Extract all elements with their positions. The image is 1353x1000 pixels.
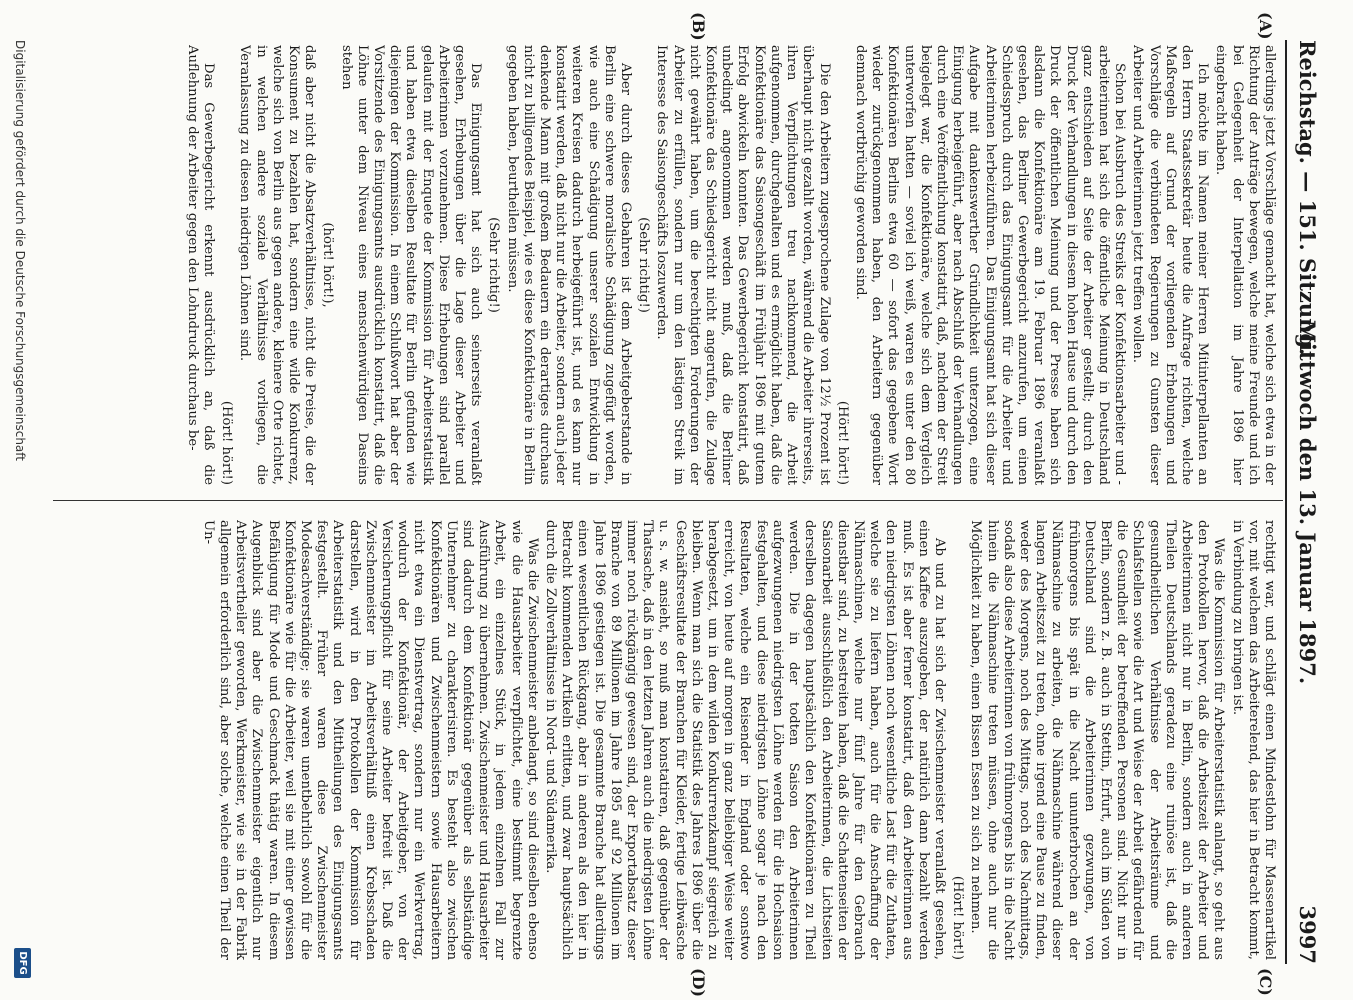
paragraph: Aber durch dieses Gebahren ist dem Arbeitgeberstande in Berlin eine schwere moralische Schädigung zugefügt worden, wie auch eine Schädigung unserer sozialen Entwicklung in weiteren Kreisen dadurch herbeigeführt ist, und es kann nur konstatirt werden, daß nicht nur die Arbeiter, sondern auch jeder denkende Mann mit großem Bedauern ein derartiges durchaus nicht zu billigendes Beispiel, wie es diese Konfektionäre in Berlin gegeben haben, beurtheilen müssen. [504, 45, 634, 485]
interjection: (Hört! hört!) [950, 875, 966, 960]
dfg-logo: DFG [14, 948, 31, 978]
interjection: (Hört! hört!) [219, 400, 235, 485]
margin-letter-c: (C) [1256, 968, 1275, 996]
paragraph: Die den Arbeitern zugesprochene Zulage von 12½ Prozent ist überhaupt nicht gezahlt worden, während die Arbeiter ihrerseits, ihren Verpflichtungen treu nachkommend, die Arbeit aufgenommen, durchgehalten und es ermöglicht haben, daß die Konfektionäre das Saisongeschäft im Frühjahr 1896 mit gutem Erfolg abwickeln konnten. Das Gewerbegericht konstatirt, daß unbedingt angenommen werden muß, daß die Berliner Konfektionäre das Schiedsgericht nicht angerufen, die Zulage nicht gewährt haben, um die berechtigten Forderungen der Arbeiter zu erfüllen, sondern nur um den lästigen Streik im Interesse des Saisongeschäfts loszuwerden. [654, 45, 832, 485]
interjection: (Sehr richtig!) [636, 217, 652, 313]
paragraph: daß aber nicht die Absatzverhältnisse, nicht die Preise, die der Konsument zu bezahlen hat, sondern eine wilde Konkurrenz, welche sich von Berlin aus gegen andere, kleinere Orte richtet, in welchen andere soziale Verhältnisse vorliegen, die Veranlassung zu diesen niedrigen Löhnen sind. [237, 45, 318, 485]
paragraph: Was die Kommission für Arbeiterstatistik anlangt, so geht aus den Protokollen hervor, daß die Arbeitszeit der Arbeiter und Arbeiterinnen nicht nur in Berlin, sondern auch in anderen Theilen Deutschlands geradezu eine ruinöse ist, daß die gesundheitlichen Verhältnisse der Arbeitsräume und Schlafstellen sowie die Art und Weise der Arbeit gefährdend für die Gesundheit der betreffenden Personen sind. Nicht nur in Berlin, sondern z. B. auch in Stettin, Erfurt, auch im Süden von Deutschland sind die Arbeiterinnen gezwungen, von frühmorgens bis spät in die Nacht ununterbrochen an der Nähmaschine zu arbeiten, die Nähmaschine während dieser langen Arbeitszeit zu treten, ohne irgend eine Pause zu finden, weder des Morgens, noch des Mittags, noch des Nachmittags, sodaß also diese Arbeiterinnen von frühmorgens bis in die Nacht hinein die Nähmaschine treten müssen, ohne auch nur die Möglichkeit zu haben, einen Bissen Essen zu sich zu nehmen. [968, 520, 1227, 960]
paragraph: Schon bei Ausbruch des Streiks der Konfektionsarbeiter und -arbeiterinnen hat sich die öffentliche Meinung in Deutschland ganz entschieden auf Seite der Arbeiter gestellt; durch den Druck der Verhandlungen in diesem hohen Hause und durch den Druck der öffentlichen Meinung und der Presse haben sich alsdann die Konfektionäre am 19. Februar 1896 veranlaßt gesehen, das Berliner Gewerbegericht anzurufen, um einen Schiedsspruch durch das Einigungsamt für die Arbeiter und Arbeiterinnen herbeizuführen. Das Einigungsamt hat sich dieser Aufgabe mit dankenswerther Gründlichkeit unterzogen, eine Einigung herbeigeführt, aber nach Abschluß der Verhandlungen durch eine Veröffentlichung konstatirt, daß, nachdem der Streit beigelegt war, die Konfektionäre, welche sich dem Vergleich unterworfen hatten — soviel ich weiß, waren es unter den 80 Konfektionären Berlins etwa 60 — sofort das gegebene Wort wieder zurückgenommen haben, den Arbeitern gegenüber demnach wortbrüchig geworden sind. [852, 45, 1128, 485]
margin-letter-b: (B) [689, 12, 708, 41]
paragraph: rechtigt war, und schlägt einen Mindestlohn für Massenartikel vor, mit welchem das Arbeiterelend, das hier in Betracht kommt, in Verbindung zu bringen ist. [1229, 520, 1277, 960]
paragraph: Ab und zu hat sich der Zwischenmeister veranlaßt gesehen, einen Kaffee auszugeben, der natürlich dann bezahlt werden muß. Es ist aber ferner konstatirt, daß den Arbeiterinnen aus den niedrigsten Löhnen noch wesentliche Last für die Zuthaten, welche sie zu liefern haben, auch für die Anschaffung der Nähmaschinen, welche nur fünf Jahre für den Gebrauch dienstbar sind, zu bestreiten haben, daß die Schattenseiten der Saisonarbeit ausschließlich den Arbeiterinnen, die Lichtseiten derselben dagegen hauptsächlich den Konfektionären zu Theil werden. Die in der todten Saison den Arbeiterinnen aufgezwungenen niedrigsten Löhne werden für die Hochsaison festgehalten, und diese niedrigsten Löhne sogar je nach den Resultaten, welche ein Reisender in England oder sonstwo erreicht, von heute auf morgen in ganz beliebiger Weise weiter herabgesetzt, um in dem wilden Konkurrenzkampf siegreich zu bleiben. Wenn man sich die Statistik des Jahres 1896 über die Geschäftsresultate der Branchen für Kleider, fertige Leibwäsche u. s. w. ansieht, so muß man konstatiren, daß gegenüber der Thatsache, daß in den letzten Jahren auch die niedrigsten Löhne immer noch rückgängig gewesen sind, der Exportabsatz dieser Branche von 89 Millionen im Jahre 1895 auf 92 Millionen im Jahre 1896 gestiegen ist. Die gesammte Branche hat allerdings einen wesentlichen Rückgang, aber in anderen als den hier in Betracht kommenden Artikeln erlitten, und zwar hauptsächlich durch die Zollverhältnisse in Nord- und Südamerika. [543, 520, 947, 960]
interjection: (Sehr richtig!) [486, 217, 502, 313]
paragraph: allerdings jetzt Vorschläge gemacht hat, welche sich etwa in der Richtung der Anträge bewegen, welche meine Freunde und ich bei Gelegenheit der Interpellation im Jahre 1896 hier eingebracht haben. [1213, 45, 1277, 485]
header-date: Mittwoch den 13. Januar 1897. [1295, 319, 1320, 685]
left-text-column [47, 45, 1277, 485]
page-header [1288, 40, 1328, 964]
column-rule [53, 500, 1283, 501]
header-rule [1285, 40, 1287, 964]
interjection: (Hört! hört!) [834, 400, 850, 485]
paragraph: Das Einigungsamt hat sich auch seinerseits veranlaßt gesehen, Erhebungen über die Lage dieser Arbeiter und Arbeiterinnen vorzunehmen. Diese Erhebungen sind parallel gelaufen mit der Enquete der Kommission für Arbeiterstatistik und haben etwa dieselben Resultate für Berlin gefunden wie diejenigen der Kommission. In einem Schlußwort hat aber der Vorsitzende des Einigungsamts ausdrücklich konstatirt, daß die Löhne unter dem Niveau eines menschenwürdigen Daseins stehen [338, 45, 484, 485]
paragraph: Das Gewerbegericht erkennt ausdrücklich an, daß die Auflehnung der Arbeiter gegen den Lohndruck durchaus be- [184, 45, 216, 485]
margin-letter-d: (D) [689, 968, 708, 998]
margin-letter-a: (A) [1256, 12, 1275, 40]
header-page-number: 3997 [1295, 905, 1320, 964]
digitization-credit: Digitalisierung gefördert durch die Deutsche Forschungsgemeinschaft [13, 40, 27, 462]
right-text-column [47, 520, 1277, 960]
paragraph: Ich möchte im Namen meiner Herren Mitinterpellanten an den Herrn Staatssekretär heute die Anfrage richten, welche Maßregeln auf Grund der vorliegenden Erhebungen und Vorschläge die verbündeten Regierungen zu Gunsten dieser Arbeiter und Arbeiterinnen jetzt treffen wollen. [1130, 45, 1211, 485]
paragraph: Was die Zwischenmeister anbelangt, so sind dieselben ebenso wie die Hausarbeiter verpflichtet, eine bestimmt begrenzte Arbeit, ein einzelnes Stück, in jedem einzelnen Fall zur Ausführung zu übernehmen. Zwischenmeister und Hausarbeiter sind dadurch dem Konfektionär gegenüber als selbständige Unternehmer zu charakterisiren. Es besteht also zwischen Konfektionären und Zwischenmeistern sowie Hausarbeitern nicht etwa ein Dienstvertrag, sondern nur ein Werkvertrag, wodurch der Konfektionär, der Arbeitgeber, von der Versicherungspflicht für seine Arbeiter befreit ist. Daß die Zwischenmeister im Arbeitsverhältniß einen Krebsschaden darstellen, wird in den Protokollen der Kommission für Arbeiterstatistik und den Mittheilungen des Einigungsamts festgestellt. Früher waren diese Zwischenmeister Modesachverständige; sie waren unentbehrlich sowohl für die Konfektionäre wie für die Arbeiter, weil sie mit einer gewissen Befähigung für Mode und Geschmack thätig waren. In diesem Augenblick sind aber die Zwischenmeister eigentlich nur Arbeitsvertheiler geworden, Werkmeister, wie sie in der Fabrik allgemein erforderlich sind, aber solche, welche einen Theil der Un- [200, 520, 540, 960]
header-session: Reichstag. — 151. Sitzung. [1295, 40, 1320, 356]
interjection: (hört! hört!), [320, 222, 336, 308]
